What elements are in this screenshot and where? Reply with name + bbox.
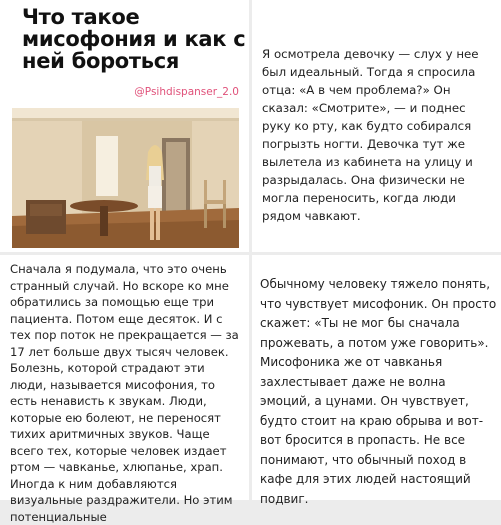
- story-paragraph-2: Сначала я подумала, что это очень странный случай. Но вскоре ко мне обратились за помощью еще три пациента. Потом еще десяток. И с тех пор поток не прекращается — за 17 лет больше двух тысяч человек. Болезнь, которой страдают эти люди, называется мисофония, то есть ненависть к звукам. Люди, которые ею болеют, не переносят тихих аритмичных звуков. Чаще всего тех, которые человек издает ртом — чавканье, хлюпанье, храп. Иногда к ним добавляются визуальные раздражители. Но этим потенциальные: [10, 262, 239, 524]
- quote-card-top-right: [252, 0, 501, 252]
- story-paragraph-3: Обычному человеку тяжело понять, что чувствует мисофоник. Он просто скажет: «Ты не мог бы сначала прожевать, а потом уже говорить». Мисофоника же от чавканья захлестывает даже не волна эмоций, а цунами. Он чувствует, будто стоит на краю обрыва и вот-вот бросится в пропасть. Не все понимают, что обычный поход в кафе для этих людей настоящий подвиг.: [260, 277, 497, 506]
- article-photo: [12, 108, 239, 248]
- text-card-bottom-right: [252, 255, 501, 506]
- author-handle[interactable]: @Psihdispanser_2.0: [134, 86, 239, 98]
- text-card-bottom-left: [0, 255, 249, 524]
- title-card: [0, 0, 249, 252]
- story-paragraph-1: Я осмотрела девочку — слух у нее был идеальный. Тогда я спросила отца: «А в чем проблема?» Он сказал: «Смотрите», — и поднес руку ко рту, как будто собирался погрызть ногти. Девочка тут же вылетела из кабинета на улицу и разрыдалась. Она физически не могла переносить, когда люди рядом чавкают.: [262, 47, 479, 223]
- article-title: Что такое мисофония и как с ней бороться: [22, 5, 246, 73]
